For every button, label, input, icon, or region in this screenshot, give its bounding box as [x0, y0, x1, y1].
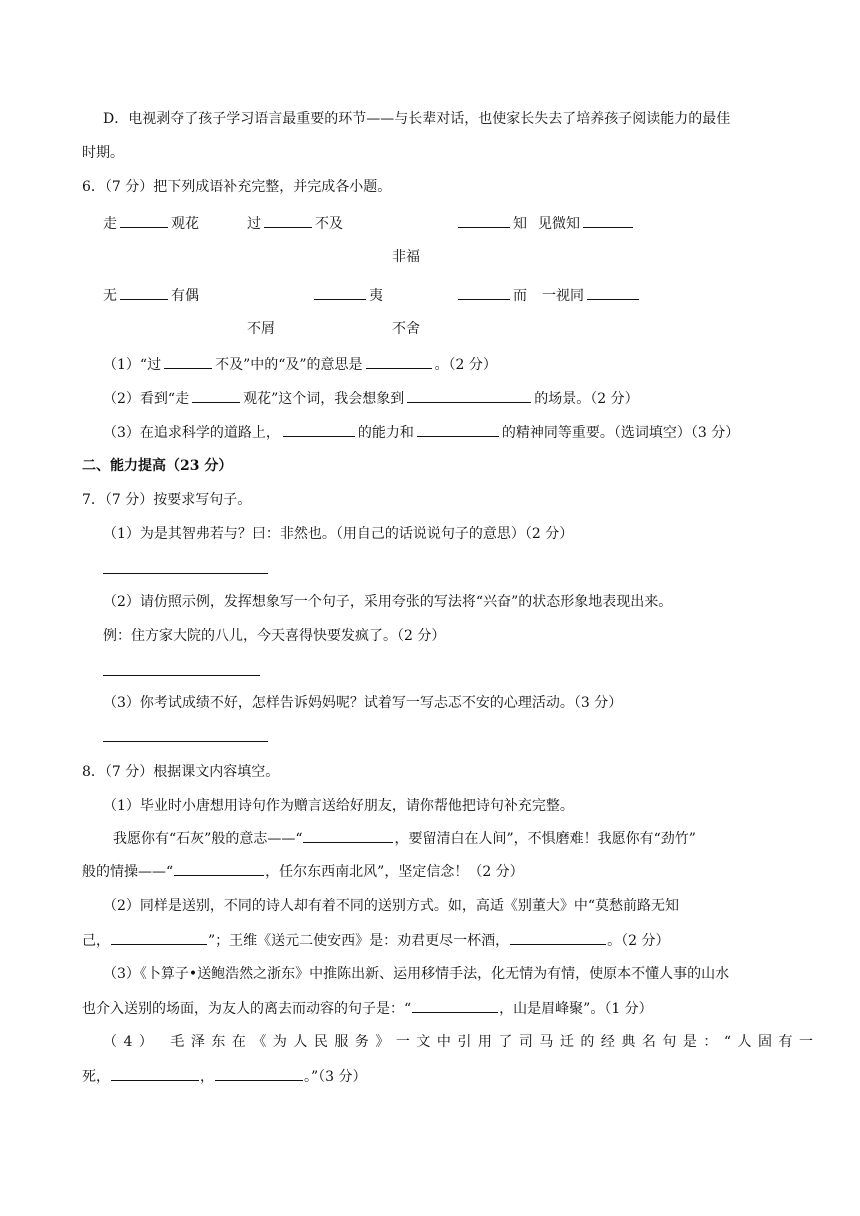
idiom-b: 过 不及 — [247, 213, 343, 234]
q6-sub2: （2）看到“走 观花”这个词，我会想象到 的场景。（2 分） — [103, 388, 639, 409]
q8-sub1-line2: 般的情操——“ ，任尔东西南北风”，坚定信念！（2 分） — [82, 861, 524, 882]
idiom-a: 走 观花 — [103, 213, 199, 234]
blank[interactable] — [458, 285, 510, 300]
section-2-title: 二、能力提高（23 分） — [82, 458, 233, 474]
answer-line[interactable] — [103, 675, 260, 676]
idiom-j: 不屑 — [247, 321, 275, 337]
q6-sub3: （3）在追求科学的道路上， 的能力和 的精神同等重要。（选词填空）（3 分） — [103, 422, 739, 443]
q8-sub4-line2: 死， ， 。”（3 分） — [82, 1066, 367, 1087]
blank[interactable] — [111, 1066, 199, 1081]
q8-title: 8．（7 分）根据课文内容填空。 — [82, 764, 280, 780]
blank[interactable] — [583, 213, 633, 228]
blank[interactable] — [215, 1066, 303, 1081]
answer-line[interactable] — [103, 573, 268, 574]
q6-title: 6．（7 分）把下列成语补充完整，并完成各小题。 — [82, 179, 392, 195]
idiom-f: 无 有偶 — [103, 285, 199, 306]
idiom-k: 不舍 — [392, 321, 420, 337]
q5-option-d-line2: 时期。 — [82, 145, 124, 161]
q7-sub2-example: 例：住方家大院的八儿，今天喜得快要发疯了。（2 分） — [103, 628, 446, 644]
blank[interactable] — [417, 422, 499, 437]
blank[interactable] — [120, 285, 168, 300]
idiom-h: 而 — [458, 285, 527, 306]
q7-sub2: （2）请仿照示例，发挥想象写一个句子，采用夸张的写法将“兴奋”的状态形象地表现出来。 — [103, 594, 673, 610]
idiom-i: 一视同 — [542, 285, 642, 306]
blank[interactable] — [283, 422, 355, 437]
blank[interactable] — [120, 213, 168, 228]
q7-title: 7．（7 分）按要求写句子。 — [82, 492, 252, 508]
blank[interactable] — [264, 213, 312, 228]
blank[interactable] — [510, 930, 606, 945]
q8-sub1: （1）毕业时小唐想用诗句作为赠言送给好朋友，请你帮他把诗句补充完整。 — [103, 798, 574, 814]
q8-sub1-line1: 我愿你有“石灰”般的意志——“ ，要留清白在人间”，不惧磨难！我愿你有“劲竹” — [113, 828, 696, 849]
q5-option-d-line1: D．电视剥夺了孩子学习语言最重要的环节——与长辈对话，也使家长失去了培养孩子阅读能力的最佳 — [103, 111, 731, 127]
blank[interactable] — [111, 930, 207, 945]
q6-sub1: （1）“过 不及”中的“及”的意思是 。（2 分） — [103, 354, 497, 375]
blank[interactable] — [164, 354, 212, 369]
answer-line[interactable] — [103, 741, 268, 742]
q7-sub1: （1）为是其智弗若与？曰：非然也。（用自己的话说说句子的意思）（2 分） — [103, 526, 574, 542]
idiom-c: 知 — [458, 213, 527, 234]
idiom-g: 夷 — [314, 285, 383, 306]
blank[interactable] — [407, 388, 531, 403]
blank[interactable] — [458, 213, 510, 228]
q8-sub2-line2: 己， ”；王维《送元二使安西》是：劝君更尽一杯酒， 。（2 分） — [82, 930, 670, 951]
blank[interactable] — [412, 998, 498, 1013]
blank[interactable] — [587, 285, 639, 300]
blank[interactable] — [192, 388, 240, 403]
q8-sub3-line1: （3）《卜算子•送鲍浩然之浙东》中推陈出新、运用移情手法，化无情为有情，使原本不懂人事的山水 — [103, 966, 730, 982]
idiom-e: 非福 — [392, 249, 420, 265]
idiom-d: 见微知 — [538, 213, 636, 234]
q7-sub3: （3）你考试成绩不好，怎样告诉妈妈呢？试着写一写忐忑不安的心理活动。（3 分） — [103, 695, 623, 711]
blank[interactable] — [314, 285, 366, 300]
q8-sub3-line2: 也介入送别的场面，为友人的离去而动容的句子是：“ ，山是眉峰聚”。（1 分） — [82, 998, 653, 1019]
q8-sub4-line1: （4） 毛泽东在《为人民服务》一文中引用了司马迁的经典名句是：“人固有一 — [103, 1034, 820, 1050]
blank[interactable] — [366, 354, 432, 369]
blank[interactable] — [303, 828, 393, 843]
q8-sub2-line1: （2）同样是送别，不同的诗人却有着不同的送别方式。如，高适《别董大》中“莫愁前路无知 — [103, 898, 680, 914]
blank[interactable] — [174, 861, 264, 876]
